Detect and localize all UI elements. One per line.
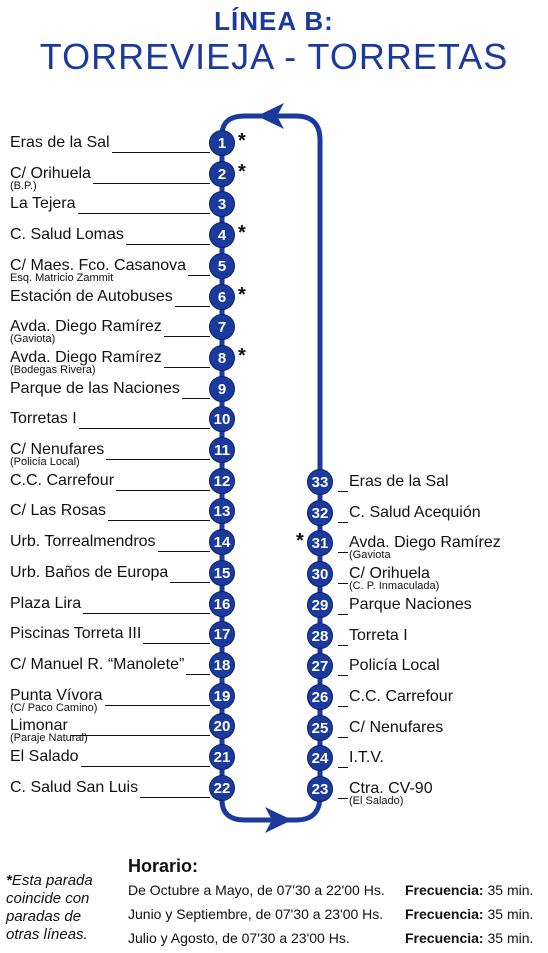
schedule-period: Julio y Agosto, de 07'30 a 23'00 Hs. [128,930,350,946]
stop-name: C/ Nenufares [10,441,105,458]
stop-subtitle: Esq. Matricio Zammit [10,271,114,284]
stop-leader [338,614,348,615]
stop-leader [81,766,210,767]
stop-name: Piscinas Torreta III [10,625,142,643]
note-text: Esta parada coincide con paradas de otras líneas. [6,872,93,943]
stop-number-badge: 31 [307,530,333,556]
stop-number-badge: 5 [209,253,235,279]
stop-leader [116,490,210,491]
stop-name: Urb. Torrealmendros [10,533,156,551]
stop-name: La Tejera [10,195,76,213]
stop-number-badge: 24 [307,745,333,771]
stop-leader [106,459,210,460]
stop-number-badge: 6 [209,284,235,310]
stop-number-badge: 30 [307,561,333,587]
stop-name: Avda. Diego Ramírez [10,318,162,336]
stop-name: Avda. Diego Ramírez [10,348,162,366]
stop-leader [140,797,210,798]
stop-name: Ctra. CV-90 [349,780,433,797]
stop-leader [338,583,348,584]
shared-stop-star: * [238,283,246,306]
stop-leader [70,735,210,736]
stop-name: C/ Nenufares [349,718,444,736]
stop-number-badge: 10 [209,406,235,432]
stop-name: Torretas I [10,410,77,428]
stop-subtitle: (C/ Paco Camino) [10,701,98,714]
stop-name: Eras de la Sal [349,473,449,490]
stop-leader [83,613,210,614]
star-note [6,872,116,944]
stop-number-badge: 15 [209,560,235,586]
shared-stop-star: * [296,530,304,553]
stop-number-badge: 13 [209,498,235,524]
schedule-period: Junio y Septiembre, de 07'30 a 23'00 Hs. [128,906,384,922]
stop-number-badge: 19 [209,683,235,709]
stop-number-badge: 26 [307,684,333,710]
stop-name: C/ Las Rosas [10,502,107,520]
frequency-label: Frecuencia: [405,882,484,898]
stop-leader [175,306,210,307]
stop-name: Punta Vívora [10,686,103,704]
stop-number-badge: 32 [307,500,333,526]
stop-leader [338,706,348,707]
stop-leader [338,737,348,738]
shared-stop-star: * [238,344,246,367]
stop-number-badge: 2 [209,161,235,187]
stop-number-badge: 3 [209,191,235,217]
stop-leader [188,275,210,276]
stop-number-badge: 12 [209,468,235,494]
stop-name: El Salado [10,748,79,765]
stop-name: C/ Orihuela [349,565,430,583]
stop-name: C.C. Carrefour [349,687,454,705]
stop-leader [186,674,210,675]
stop-leader [93,183,210,184]
stop-subtitle: (B.P.) [10,179,37,192]
schedule-period: De Octubre a Mayo, de 07'30 a 22'00 Hs. [128,882,385,898]
stop-subtitle: (Paraje Natural) [10,732,88,745]
stop-name: Parque Naciones [349,595,472,613]
stop-leader [338,675,348,676]
stop-number-badge: 21 [209,744,235,770]
stop-name: Eras de la Sal [10,134,110,151]
stop-number-badge: 33 [307,469,333,495]
stop-leader [143,643,210,644]
stop-subtitle: (Policía Local) [10,456,80,468]
stop-subtitle: (C. P. Inmaculada) [349,580,440,593]
stop-leader [126,244,210,245]
schedule-frequency [405,906,533,922]
stop-leader [164,367,210,368]
stop-name: Estación de Autobuses [10,287,173,305]
stop-leader [78,213,210,214]
stop-number-badge: 1 [209,130,235,156]
stop-number-badge: 16 [209,591,235,617]
frequency-label: Frecuencia: [405,906,484,922]
stop-number-badge: 22 [209,775,235,801]
schedule-title: Horario: [128,856,199,876]
stop-leader [170,582,210,583]
stop-leader [158,551,210,552]
stop-name: C. Salud Lomas [10,226,124,244]
stop-name: C/ Manuel R. “Manolete” [10,655,185,673]
shared-stop-star: * [238,222,246,245]
stop-subtitle: (Gaviota) [10,333,56,346]
stop-subtitle: (Gaviota [349,549,391,562]
shared-stop-star: * [238,130,246,152]
stop-number-badge: 8 [209,345,235,371]
stop-name: C/ Orihuela [10,164,91,182]
line-title: LÍNEA B: [214,6,334,36]
stop-number-badge: 29 [307,592,333,618]
stop-number-badge: 18 [209,652,235,678]
stop-leader [112,152,210,153]
stop-name: Avda. Diego Ramírez [349,534,501,552]
stop-leader [108,520,210,521]
frequency-value: 35 min. [483,882,534,898]
schedule-frequency [405,882,533,898]
stop-name: Parque de las Naciones [10,379,180,397]
stop-number-badge: 27 [307,653,333,679]
frequency-value: 35 min. [483,906,534,922]
stop-number-badge: 9 [209,376,235,402]
stop-name: Limonar [10,717,68,735]
stop-name: C/ Maes. Fco. Casanova [10,256,187,274]
stop-number-badge: 23 [307,776,333,802]
stop-number-badge: 28 [307,623,333,649]
stop-leader [338,552,348,553]
stop-leader [338,491,348,492]
stop-name: Plaza Lira [10,594,82,612]
schedule-frequency [405,930,533,946]
stop-name: C. Salud San Luis [10,778,139,796]
stop-leader [338,798,348,799]
frequency-label: Frecuencia: [405,930,484,946]
stop-leader [338,645,348,646]
stop-name: C.C. Carrefour [10,471,115,489]
stop-leader [79,428,210,429]
stop-name: Policía Local [349,657,440,675]
stop-number-badge: 14 [209,529,235,555]
stop-number-badge: 11 [209,437,235,463]
stop-subtitle: (El Salado) [349,795,404,807]
stop-number-badge: 7 [209,314,235,340]
stop-leader [182,398,210,399]
route-title: TORREVIEJA - TORRETAS [39,36,509,77]
stop-leader [164,336,210,337]
stop-name: I.T.V. [349,749,384,767]
stop-number-badge: 17 [209,621,235,647]
note-star: * [6,872,12,889]
stop-name: Urb. Baños de Europa [10,563,169,581]
stop-name: Torreta I [349,626,408,644]
stop-name: C. Salud Acequión [349,503,481,521]
stop-leader [105,705,210,706]
shared-stop-star: * [238,160,246,183]
stop-leader [338,767,348,768]
stop-number-badge: 20 [209,713,235,739]
frequency-value: 35 min. [483,930,534,946]
stop-leader [338,522,348,523]
stop-number-badge: 4 [209,222,235,248]
stop-subtitle: (Bodegas Rivera) [10,363,96,376]
stop-number-badge: 25 [307,715,333,741]
